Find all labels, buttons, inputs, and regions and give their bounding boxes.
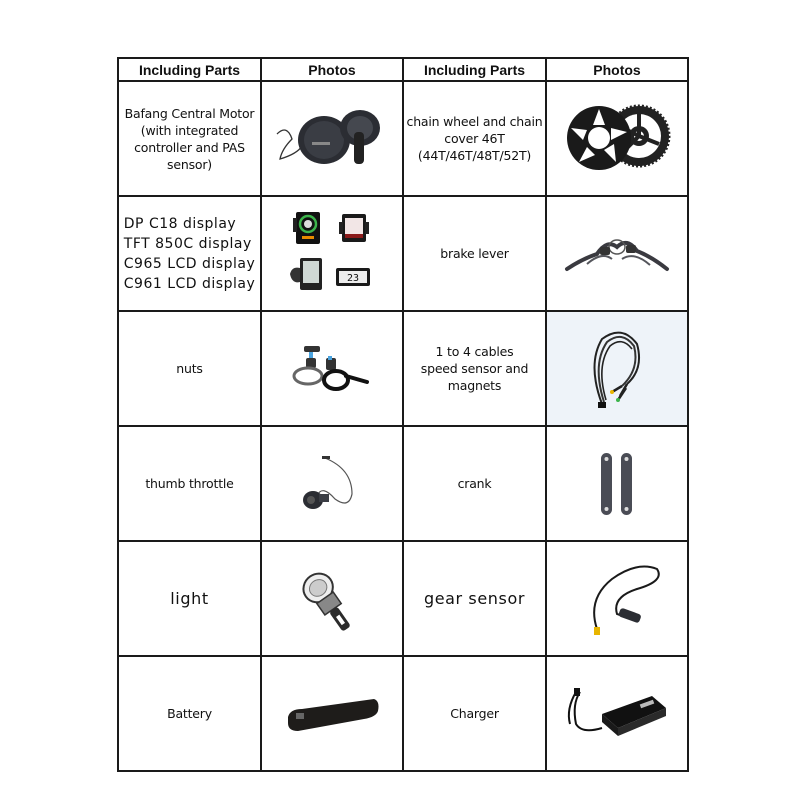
part-name-cell bbox=[118, 656, 261, 771]
header-photos: Photos bbox=[546, 58, 688, 81]
photo-cell bbox=[261, 656, 403, 771]
part-name-cell bbox=[403, 81, 546, 196]
brake-lever-icon bbox=[562, 229, 672, 279]
photo-cell bbox=[261, 81, 403, 196]
part-name-cell bbox=[403, 656, 546, 771]
table-row bbox=[118, 426, 688, 541]
header-photos: Photos bbox=[261, 58, 403, 81]
table-row bbox=[118, 656, 688, 771]
light-photo bbox=[262, 542, 402, 655]
chain-wheel-photo bbox=[547, 82, 687, 195]
crank-photo bbox=[547, 427, 687, 540]
gear-sensor-icon bbox=[567, 559, 667, 639]
displays-photo bbox=[262, 197, 402, 310]
photo-cell bbox=[546, 196, 688, 311]
thumb-throttle-icon bbox=[297, 454, 367, 514]
crank-icon bbox=[597, 451, 637, 517]
light-icon bbox=[297, 564, 367, 634]
part-label-crank: crank bbox=[457, 476, 492, 491]
part-label-light: light bbox=[170, 589, 209, 608]
photo-cell bbox=[546, 311, 688, 426]
photo-cell bbox=[546, 656, 688, 771]
part-name-cell bbox=[118, 311, 261, 426]
battery-photo bbox=[262, 657, 402, 770]
part-name-cell bbox=[403, 311, 546, 426]
part-label-brake-lever: brake lever bbox=[440, 246, 509, 261]
part-label-thumb-throttle: thumb throttle bbox=[145, 476, 234, 491]
header-row bbox=[118, 58, 688, 81]
part-name-cell bbox=[403, 426, 546, 541]
bafang-central-motor-photo bbox=[262, 82, 402, 195]
nuts-photo bbox=[262, 312, 402, 425]
part-name-cell bbox=[118, 541, 261, 656]
photo-cell bbox=[261, 311, 403, 426]
part-label-bafang-motor: Bafang Central Motor (with integrated controller and PAS sensor) bbox=[124, 105, 255, 172]
part-name-cell bbox=[403, 196, 546, 311]
part-label-charger: Charger bbox=[450, 706, 499, 721]
battery-icon bbox=[284, 691, 380, 737]
chain-wheel-icon bbox=[561, 104, 673, 174]
part-label-chain-wheel: chain wheel and chain cover 46T (44T/46T/48T/52T) bbox=[406, 114, 543, 163]
photo-cell bbox=[546, 426, 688, 541]
part-label-displays: DP C18 display TFT 850C display C965 LCD display C961 LCD display bbox=[123, 215, 256, 292]
part-label-gear-sensor: gear sensor bbox=[423, 589, 526, 608]
part-label-battery: Battery bbox=[167, 706, 212, 721]
photo-cell bbox=[546, 81, 688, 196]
table-row bbox=[118, 311, 688, 426]
display-reading: 23 bbox=[346, 273, 360, 284]
photo-cell bbox=[546, 541, 688, 656]
table-row bbox=[118, 541, 688, 656]
header-including-parts: Including Parts bbox=[403, 58, 546, 81]
photo-cell bbox=[261, 541, 403, 656]
part-label-nuts: nuts bbox=[176, 361, 203, 376]
nuts-icon bbox=[292, 344, 372, 394]
cables-icon bbox=[582, 324, 652, 414]
part-name-cell bbox=[403, 541, 546, 656]
table-row bbox=[118, 196, 688, 311]
photo-cell bbox=[261, 196, 403, 311]
charger-icon bbox=[562, 684, 672, 744]
part-label-cables: 1 to 4 cables speed sensor and magnets bbox=[420, 344, 529, 393]
cables-photo bbox=[547, 312, 687, 425]
displays-icon bbox=[282, 206, 382, 301]
thumb-throttle-photo bbox=[262, 427, 402, 540]
part-name-cell bbox=[118, 196, 261, 311]
parts-table bbox=[117, 57, 689, 772]
header-including-parts: Including Parts bbox=[118, 58, 261, 81]
brake-lever-photo bbox=[547, 197, 687, 310]
gear-sensor-photo bbox=[547, 542, 687, 655]
photo-cell bbox=[261, 426, 403, 541]
part-name-cell bbox=[118, 426, 261, 541]
part-name-cell bbox=[118, 81, 261, 196]
charger-photo bbox=[547, 657, 687, 770]
motor-icon bbox=[272, 104, 392, 174]
table-row bbox=[118, 81, 688, 196]
